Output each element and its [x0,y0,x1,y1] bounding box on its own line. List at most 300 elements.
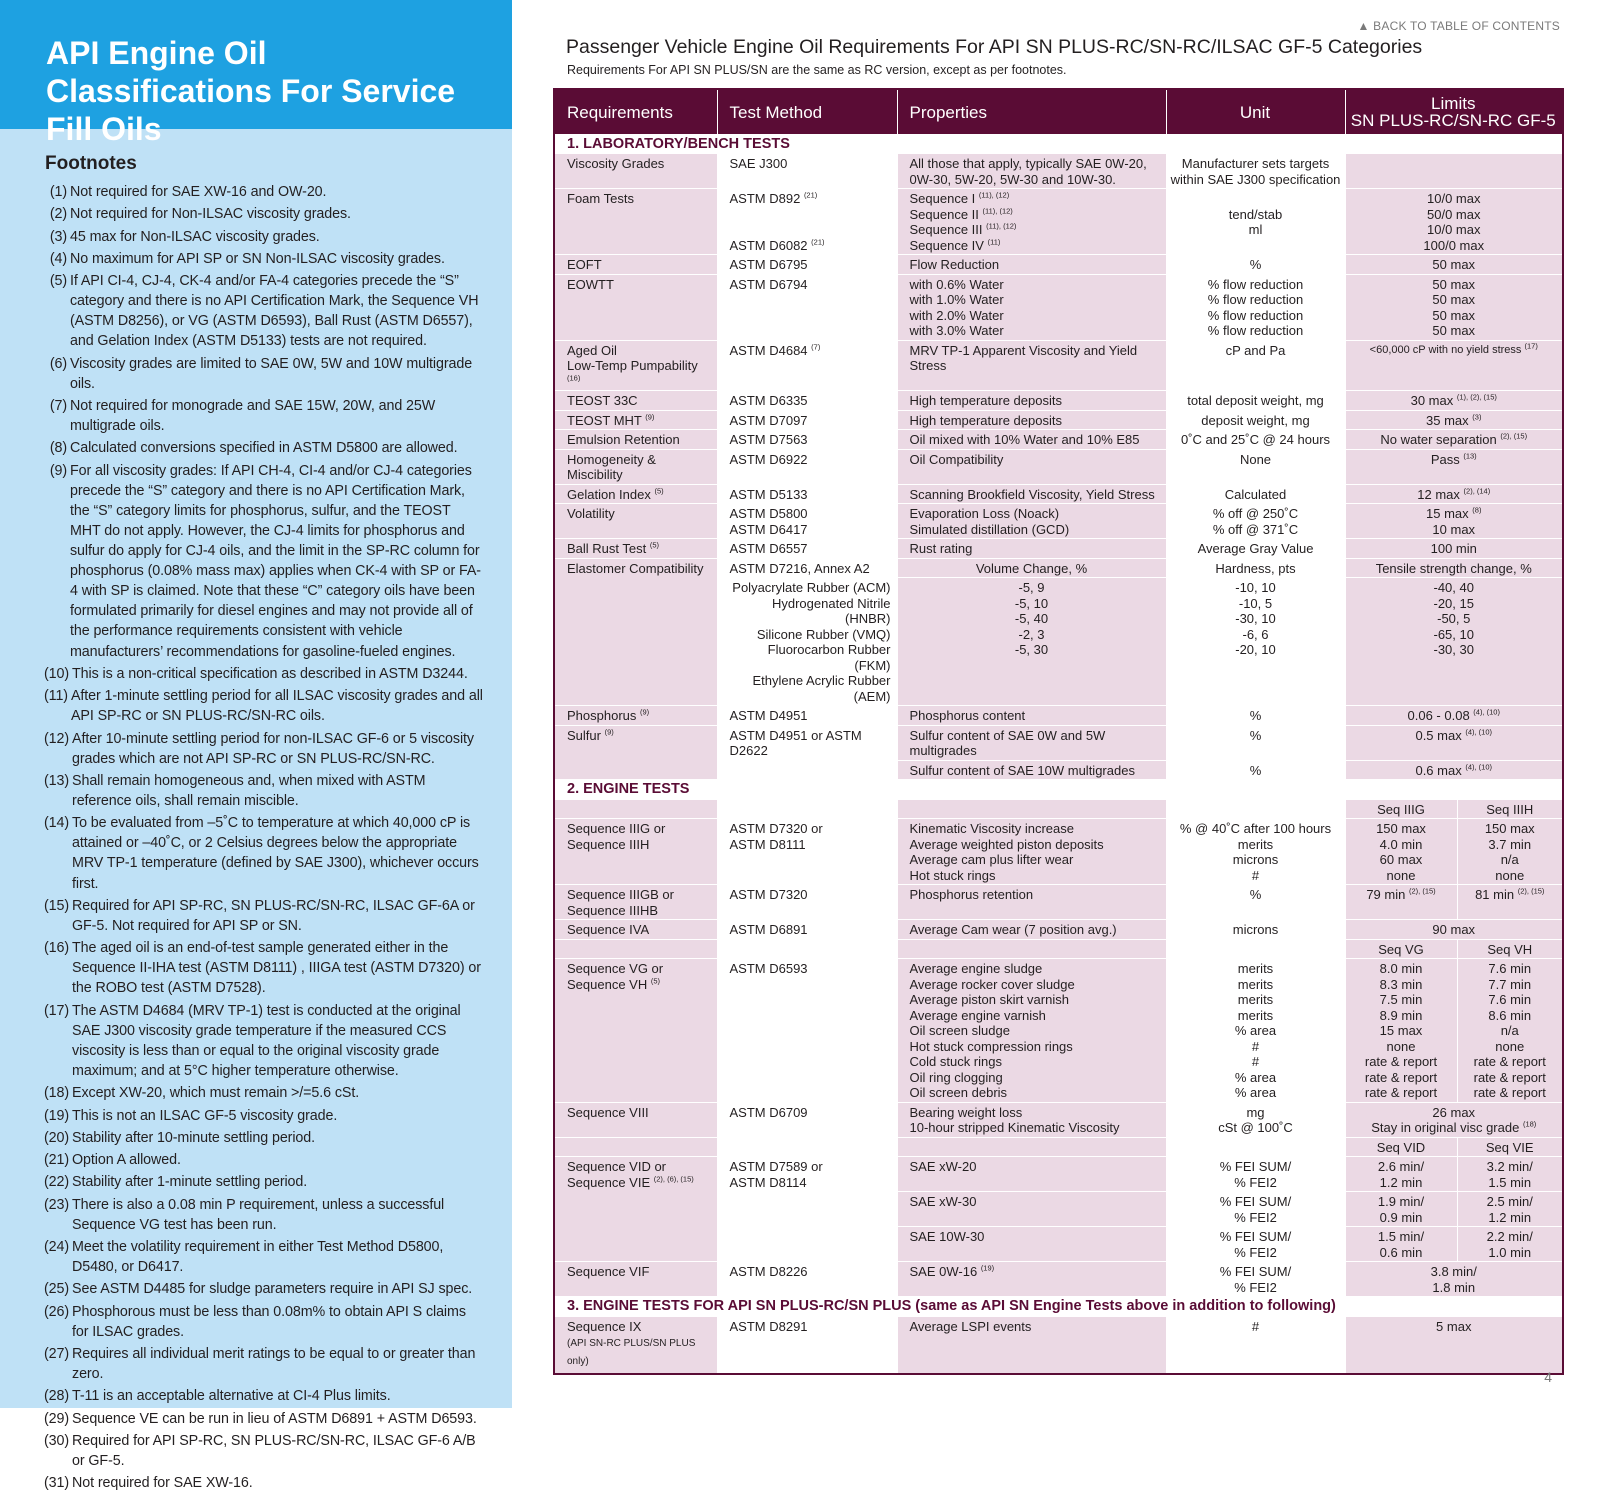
unit-cell: % [1166,885,1345,920]
requirements-table [553,88,1564,1375]
footnote-text: Shall remain homogeneous and, when mixed with ASTM reference oils, shall remain miscible. [72,772,426,809]
props-cell: All those that apply, typically SAE 0W-20, 0W-30, 5W-20, 5W-30 and 10W-30. [897,154,1166,189]
table-row [554,1157,1563,1192]
footnote-text: Meet the volatility requirement in either Test Method D5800, D5480, or D6417. [72,1239,444,1276]
method-cell: ASTM D7097 [717,410,897,430]
footnote-text: 45 max for Non-ILSAC viscosity grades. [70,228,320,245]
props-cell: High temperature deposits [897,391,1166,411]
req-cell: Emulsion Retention [554,430,717,450]
table-row [554,391,1563,411]
limits-line2: SN PLUS-RC/SN-RC GF-5 [1350,111,1556,131]
props-cell: Flow Reduction [897,255,1166,275]
foam-seq: Sequence I [909,191,976,206]
req-cell: Sequence IVA [554,920,717,940]
footnote-ref: (9) [604,727,614,737]
footnote-item [44,249,484,269]
req-cell: EOFT [554,255,717,275]
req-text: Sulfur [567,727,601,743]
empty-cell [554,939,717,959]
footnote-ref: (5) [654,486,664,496]
unit-cell: % [1166,706,1345,726]
props-text: SAE 0W-16 [909,1264,978,1279]
footnote-number: (29) [44,1410,70,1427]
props-cell: Average Cam wear (7 position avg.) [897,920,1166,940]
footnote-text: Not required for SAE XW-16. [72,1475,253,1492]
empty-cell [1166,799,1345,819]
table-row [554,430,1563,450]
footnote-text: Not required for SAE XW-16 and OW-20. [70,184,327,200]
props-cell: Bearing weight loss 10-hour stripped Kinematic Viscosity [897,1102,1166,1137]
footnote-ref: (9) [645,412,655,422]
footnote-text: There is also a 0.08 min P requirement, unless a successful Sequence VG test has been run. [72,1196,445,1233]
limit-text: <60,000 cP with no yield stress [1369,343,1522,356]
section-lab-title: 1. LABORATORY/BENCH TESTS [554,134,1563,154]
footnote-ref: (2), (15) [1408,886,1436,896]
footnote-number: (28) [44,1388,70,1405]
foam-seq: Sequence II [909,206,979,222]
footnote-item [44,1386,484,1406]
method-cell: ASTM D7216, Annex A2 [717,558,897,578]
footnote-number: (23) [44,1196,70,1213]
subheader-seq-iiig: Seq IIIG [1345,799,1457,819]
limit-cell: 2.6 min/ 1.2 min [1345,1157,1457,1192]
props-cell: Average engine sludge Average rocker cover sludge Average piston skirt varnish Average engine varnish Oil screen sludge Hot stuck compression rings Cold stuck rings Oil ring clogging Oil screen debris [897,959,1166,1103]
footnote-item [44,1302,484,1342]
limit-text: 30 max [1410,393,1454,408]
req-text: Sequence VG or Sequence VH [567,961,664,992]
footnote-number: (12) [44,730,70,747]
footnote-number: (4) [49,250,67,267]
props-cell [897,1262,1166,1297]
footnote-ref: (13) [1463,451,1477,461]
props-cell: SAE xW-20 [897,1157,1166,1192]
footnote-text: The ASTM D4684 (MRV TP-1) test is conducted at the original SAE J300 viscosity grade temperature if the measured CCS viscosity is less than or equal to the original viscosity grade maximum; and at 5°C higher temperature otherwise. [72,1002,461,1079]
footnote-number: (18) [44,1085,70,1102]
footnote-number: (30) [44,1432,70,1449]
method-cell: ASTM D7563 [717,430,897,450]
footnote-text: Stability after 1-minute settling period. [72,1174,308,1191]
empty-cell [717,1137,897,1157]
limit-cell [1345,885,1457,920]
footnote-ref: (2), (6), (15) [653,1174,694,1184]
unit-cell: cP and Pa [1166,340,1345,391]
subheader-seq-iiih: Seq IIIH [1457,799,1563,819]
method-cell: ASTM D5133 [717,484,897,504]
req-note: (API SN-RC PLUS/SN PLUS only) [567,1338,696,1367]
limit-cell: 1.9 min/ 0.9 min [1345,1192,1457,1227]
method-cell: ASTM D6593 [717,959,897,1103]
req-cell: Sequence VIII [554,1102,717,1137]
footnote-ref: (2), (15) [1517,886,1545,896]
footnote-ref: (21) [811,237,825,247]
table-row [554,1262,1563,1297]
table-row [554,504,1563,539]
footnote-text: Phosphorous must be less than 0.08m% to obtain API S claims for ILSAC grades. [72,1303,466,1340]
empty-cell [554,1137,717,1157]
empty-cell [717,939,897,959]
limit-text: 12 max [1417,486,1460,502]
method-cell [717,189,897,255]
limit-text: 35 max [1426,412,1469,428]
table-row [554,725,1563,760]
footnote-text: If API CI-4, CJ-4, CK-4 and/or FA-4 categories precede the “S” category and there is no API Certification Mark, the Sequence VH (ASTM D8256), or VG (ASTM D6593), Ball Rust (ASTM D6557), and Gelation Index (ASTM D5133) tests are not required. [70,273,479,350]
limit-text: 79 min [1366,887,1406,902]
footnote-text: Except XW-20, which must remain >/=5.6 cSt. [72,1085,360,1102]
footnote-ref: (1), (2), (15) [1456,392,1497,402]
props-cell: SAE xW-30 [897,1192,1166,1227]
table-subtitle: Requirements For API SN PLUS/SN are the same as RC version, except as per footnotes. [567,63,1067,77]
footnote-item [44,1083,484,1103]
props-cell: Average LSPI events [897,1316,1166,1374]
limit-cell: 8.0 min 8.3 min 7.5 min 8.9 min 15 max none rate & report rate & report rate & report [1345,959,1457,1103]
table-title: Passenger Vehicle Engine Oil Requirements For API SN PLUS-RC/SN-RC/ILSAC GF-5 Categories [566,36,1423,58]
footnote-number: (20) [44,1129,70,1146]
footnote-number: (22) [44,1174,70,1191]
footnote-ref: (5) [649,540,660,550]
hardness-values: -10, 10 -10, 5 -30, 10 -6, 6 -20, 10 [1166,578,1345,706]
limit-cell [1345,1102,1563,1137]
rubber-list: Polyacrylate Rubber (ACM) Hydrogenated Nitrile (HNBR) Silicone Rubber (VMQ) Fluorocarbon Rubber (FKM) Ethylene Acrylic Rubber (AEM) [717,578,897,706]
col-header-requirements: Requirements [554,89,717,134]
back-to-contents-link[interactable]: ▲ BACK TO TABLE OF CONTENTS [1357,19,1560,33]
footnote-item [44,182,484,202]
footnotes-list [44,182,484,1493]
props-cell: Evaporation Loss (Noack) Simulated distillation (GCD) [897,504,1166,539]
footnote-text: Not required for monograde and SAE 15W, 20W, and 25W multigrade oils. [70,398,436,435]
footnote-item [44,227,484,247]
footnote-ref: (2), (15) [1500,431,1528,441]
footnote-number: (27) [44,1346,70,1363]
footnote-item [44,1473,484,1493]
footnote-item [44,664,484,684]
limit-cell [1345,484,1563,504]
req-cell [554,410,717,430]
limit-text: 0.5 max [1415,727,1462,743]
limit-cell: 7.6 min 7.7 min 7.6 min 8.6 min n/a none rate & report rate & report rate & report [1457,959,1563,1103]
limit-cell: 5 max [1345,1316,1563,1374]
footnote-number: (31) [44,1475,70,1492]
props-cell: SAE 10W-30 [897,1227,1166,1262]
props-cell: High temperature deposits [897,410,1166,430]
footnote-number: (3) [49,228,67,245]
table-header-row [554,89,1563,134]
footnote-item [44,461,484,662]
footnote-number: (11) [44,688,68,705]
limit-cell: 150 max 4.0 min 60 max none [1345,819,1457,885]
col-header-test-method: Test Method [717,89,897,134]
req-cell: Sequence VIF [554,1262,717,1297]
table-row [554,819,1563,885]
method-cell: ASTM D6709 [717,1102,897,1137]
footnote-item [44,1128,484,1148]
section-engine-sn-row [554,1297,1563,1317]
props-cell: Sulfur content of SAE 10W multigrades [897,760,1166,780]
limit-cell: 2.5 min/ 1.2 min [1457,1192,1563,1227]
table-row [554,449,1563,484]
method-cell: ASTM D4951 [717,706,897,726]
footnote-ref: (19) [980,1263,995,1273]
unit-cell: Calculated [1166,484,1345,504]
limit-cell [1345,391,1563,411]
limit-text: 26 max [1432,1104,1476,1120]
method-cell: ASTM D7589 or ASTM D8114 [717,1157,897,1262]
limit-text: Stay in original visc grade [1371,1120,1520,1135]
footnote-item [44,1344,484,1384]
req-cell: EOWTT [554,274,717,340]
empty-cell [717,799,897,819]
limit-cell: 100 min [1345,539,1563,559]
unit-cell: Average Gray Value [1166,539,1345,559]
section-lab-row [554,134,1563,154]
unit-cell: mg cSt @ 100˚C [1166,1102,1345,1137]
table-row [554,189,1563,255]
req-cell [554,340,717,391]
subheader-row [554,1137,1563,1157]
unit-cell: % off @ 250˚C % off @ 371˚C [1166,504,1345,539]
footnote-item [44,938,484,998]
footnote-number: (25) [44,1281,70,1298]
footnote-ref: (4), (10) [1473,707,1500,717]
table-row [554,410,1563,430]
subheader-seq-vie: Seq VIE [1457,1137,1563,1157]
table-row [554,154,1563,189]
footnote-number: (14) [44,815,70,832]
footnote-number: (16) [44,940,70,957]
unit-cell: deposit weight, mg [1166,410,1345,430]
method-cell [717,340,897,391]
footnote-item [44,396,484,436]
method-cell: ASTM D8291 [717,1316,897,1374]
unit-cell: merits merits merits merits % area # # % area % area [1166,959,1345,1103]
limit-text: Pass [1430,451,1460,467]
footnote-text: The aged oil is an end-of-test sample generated either in the Sequence II-IHA test (ASTM D8111) , IIIGA test (ASTM D7320) or the ROBO test (ASTM D7528). [72,940,481,997]
footnote-item [44,1409,484,1429]
limit-cell: 1.5 min/ 0.6 min [1345,1227,1457,1262]
subheader-seq-vg: Seq VG [1345,939,1457,959]
footnote-item [44,1150,484,1170]
footnote-item [44,896,484,936]
req-cell [554,484,717,504]
req-cell: TEOST 33C [554,391,717,411]
footnote-ref: (16) [567,373,581,383]
props-cell: MRV TP-1 Apparent Viscosity and Yield Stress [897,340,1166,391]
footnote-ref: (7) [811,342,821,352]
limit-text: 0.6 max [1415,762,1462,778]
footnote-item [44,1106,484,1126]
req-cell: Foam Tests [554,189,717,255]
footnote-text: No maximum for API SP or SN Non-ILSAC viscosity grades. [70,250,445,267]
col-header-unit: Unit [1166,89,1345,134]
unit-cell: % [1166,760,1345,780]
unit-cell: % FEI SUM/ % FEI2 [1166,1157,1345,1192]
footnote-item [44,729,484,769]
footnote-text: T-11 is an acceptable alternative at CI-4 Plus limits. [72,1388,391,1405]
limit-cell: 90 max [1345,920,1563,940]
page-number: 4 [1544,1369,1552,1385]
req-cell [554,1157,717,1262]
req-text: Gelation Index [567,486,651,502]
props-cell: Oil mixed with 10% Water and 10% E85 [897,430,1166,450]
limit-cell [1345,706,1563,726]
subheader-seq-vh: Seq VH [1457,939,1563,959]
footnote-text: Required for API SP-RC, SN PLUS-RC/SN-RC, ILSAC GF-6 A/B or GF-5. [72,1432,476,1470]
footnote-number: (19) [44,1107,70,1124]
table-row [554,484,1563,504]
limit-cell: 2.2 min/ 1.0 min [1457,1227,1563,1262]
sidebar-header [0,0,512,147]
footnote-number: (13) [44,772,70,789]
footnote-number: (10) [44,665,70,682]
method-cell: ASTM D4951 or ASTM D2622 [717,725,897,780]
limit-text: 0.06 - 0.08 [1407,708,1470,723]
limit-cell: 3.2 min/ 1.5 min [1457,1157,1563,1192]
footnote-number: (8) [49,440,67,457]
method-cell: ASTM D6922 [717,449,897,484]
unit-cell: % [1166,255,1345,275]
col-header-limits [1345,89,1563,134]
limit-cell: Tensile strength change, % [1345,558,1563,578]
unit-cell: Hardness, pts [1166,558,1345,578]
unit-cell: tend/stab ml [1166,189,1345,255]
limit-cell [1345,430,1563,450]
table-row [554,340,1563,391]
table-row [554,1316,1563,1374]
req-text: TEOST MHT [567,412,642,428]
footnotes-heading: Footnotes [45,153,137,174]
footnote-text: See ASTM D4485 for sludge parameters require in API SJ spec. [72,1281,473,1298]
section-engine-row [554,780,1563,800]
unit-cell: Manufacturer sets targets within SAE J300 specification [1166,154,1345,189]
limit-cell [1345,760,1563,780]
req-text: Sequence VID or Sequence VIE [567,1159,667,1190]
table-row [554,255,1563,275]
footnote-item [44,354,484,394]
footnote-item [44,438,484,458]
req-cell: Homogeneity & Miscibility [554,449,717,484]
footnote-text: Option A allowed. [72,1152,181,1169]
table-row [554,274,1563,340]
footnote-number: (24) [44,1239,70,1255]
footnote-text: After 10-minute settling period for non-ILSAC GF-6 or 5 viscosity grades which are not API SP-RC or SN PLUS-RC/SN-RC. [72,730,474,767]
req-cell: Sequence IIIGB or Sequence IIIHB [554,885,717,920]
req-text: Sequence IX [567,1318,642,1334]
unit-cell: % @ 40˚C after 100 hours merits microns # [1166,819,1345,885]
footnote-ref: (4), (10) [1465,727,1493,737]
footnote-ref: (11) [987,237,1001,247]
req-cell [554,959,717,1103]
method-cell: ASTM D8226 [717,1262,897,1297]
footnote-item [44,771,484,811]
limit-cell [1345,340,1563,391]
empty-cell [554,799,717,819]
props-cell: Kinematic Viscosity increase Average weighted piston deposits Average cam plus lifter wear Hot stuck rings [897,819,1166,885]
footnote-text: Sequence VE can be run in lieu of ASTM D6891 + ASTM D6593. [72,1410,477,1427]
limit-text: 10 max [1432,521,1476,537]
unit-cell: # [1166,1316,1345,1374]
tensile-values: -40, 40 -20, 15 -50, 5 -65, 10 -30, 30 [1345,578,1563,706]
footnote-text: To be evaluated from –5˚C to temperature at which 40,000 cP is attained or –40˚C, or 2 Celsius degrees below the appropriate MRV TP-1 temperature (defined by SAE J300), whichever occurs first. [72,815,479,892]
section-engine-title: 2. ENGINE TESTS [554,780,1563,800]
footnote-number: (7) [49,398,67,415]
col-header-properties: Properties [897,89,1166,134]
method-cell: ASTM D6891 [717,920,897,940]
method-cell: ASTM D6335 [717,391,897,411]
method-cell: ASTM D7320 or ASTM D8111 [717,819,897,885]
limit-text: No water separation [1380,432,1497,447]
props-cell: Scanning Brookfield Viscosity, Yield Stress [897,484,1166,504]
req-cell: Volatility [554,504,717,539]
limit-cell [1345,449,1563,484]
empty-cell [897,939,1166,959]
props-cell [897,189,1166,255]
method-foam-2: ASTM D6082 [729,237,808,253]
req-text: Phosphorus [567,708,637,723]
req-cell [554,1316,717,1374]
footnote-item [44,1195,484,1235]
unit-cell: % flow reduction % flow reduction % flow reduction % flow reduction [1166,274,1345,340]
req-cell: Viscosity Grades [554,154,717,189]
subheader-seq-vid: Seq VID [1345,1137,1457,1157]
unit-cell: total deposit weight, mg [1166,391,1345,411]
footnote-number: (9) [49,462,67,479]
footnote-number: (15) [44,897,70,914]
footnote-text: Viscosity grades are limited to SAE 0W, 5W and 10W multigrade oils. [70,355,473,392]
method-cell: SAE J300 [717,154,897,189]
req-text: Ball Rust Test [567,541,647,556]
unit-cell: % [1166,725,1345,760]
limit-cell [1345,504,1563,539]
footnote-ref: (11), (12) [986,221,1017,231]
empty-cell [1166,939,1345,959]
footnote-ref: (9) [640,707,650,717]
limit-cell [1345,725,1563,760]
unit-cell: % FEI SUM/ % FEI2 [1166,1262,1345,1297]
volume-values: -5, 9 -5, 10 -5, 40 -2, 3 -5, 30 [897,578,1166,706]
limit-cell: 50 max [1345,255,1563,275]
method-cell: ASTM D6794 [717,274,897,340]
limit-text: 81 min [1475,887,1515,902]
method-cell: ASTM D5800 ASTM D6417 [717,504,897,539]
section-engine-sn-title: 3. ENGINE TESTS FOR API SN PLUS-RC/SN PLUS (same as API SN Engine Tests above in addition to following) [554,1297,1563,1317]
footnote-ref: (21) [803,190,818,200]
method-foam-1: ASTM D892 [729,191,801,206]
footnote-item [44,686,484,726]
foam-seq: Sequence IV [909,237,984,253]
empty-cell [1166,1137,1345,1157]
limit-cell: 3.8 min/ 1.8 min [1345,1262,1563,1297]
footnote-number: (5) [49,273,67,290]
req-line: Low-Temp Pumpability [567,358,698,373]
footnote-ref: (18) [1522,1119,1537,1129]
subheader-row [554,939,1563,959]
method-text: ASTM D4684 [729,342,808,358]
footnote-text: Stability after 10-minute settling period. [72,1129,315,1146]
foam-seq: Sequence III [909,222,983,237]
footnote-number: (1) [49,184,67,200]
footnote-number: (2) [49,206,67,223]
empty-cell [897,799,1166,819]
table-row [554,706,1563,726]
footnote-text: Required for API SP-RC, SN PLUS-RC/SN-RC, ILSAC GF-6A or GF-5. Not required for API SP or SN. [72,897,475,934]
footnote-text: This is not an ILSAC GF-5 viscosity grade. [72,1107,338,1124]
sidebar [0,0,512,1492]
back-link-label[interactable]: BACK TO TABLE OF CONTENTS [1373,19,1560,33]
page-title: API Engine Oil Classifications For Service Fill Oils [46,35,456,147]
footnote-text: After 1-minute settling period for all ILSAC viscosity grades and all API SP-RC or SN PLUS-RC/SN-RC oils. [70,688,483,725]
props-cell: Volume Change, % [897,558,1166,578]
footnote-ref: (17) [1524,340,1538,350]
limit-text: 15 max [1426,506,1469,521]
